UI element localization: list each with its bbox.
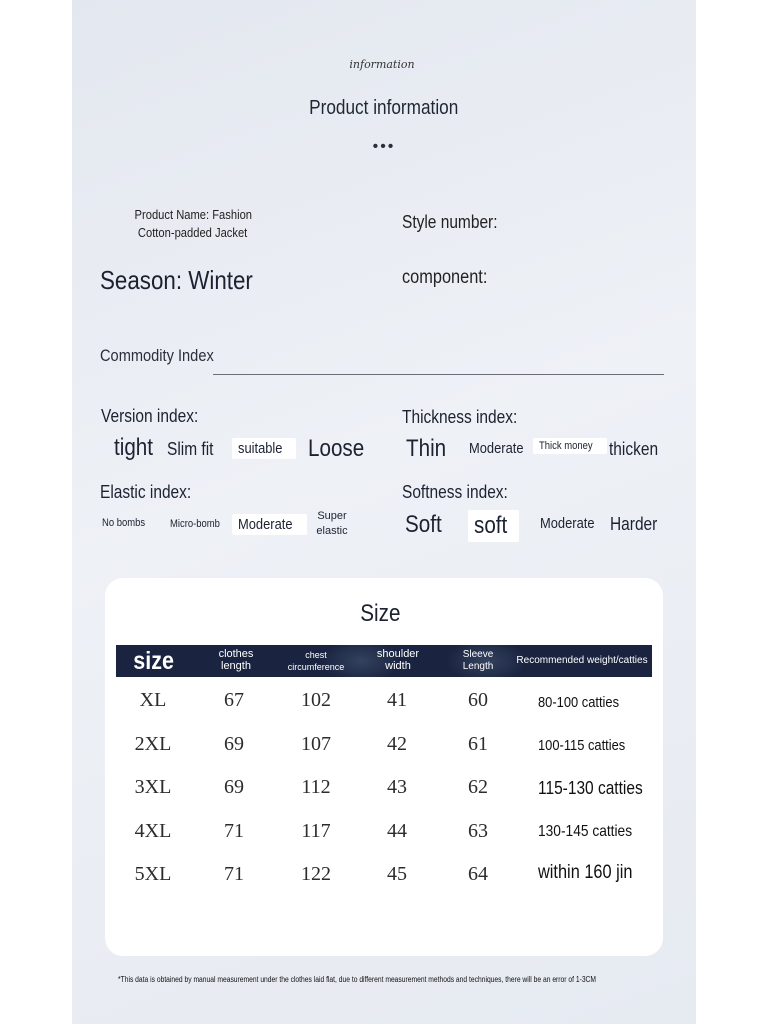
table-row-2xl-chest: 107 <box>301 733 331 755</box>
elastic-index-label <box>100 482 206 503</box>
size-title-text: Size <box>359 600 401 627</box>
thickness-option-thicken-text: thicken <box>609 439 659 459</box>
header-chest-line1: chest <box>305 650 327 660</box>
table-row-2xl-weight <box>538 737 639 754</box>
elastic-option-micro-bomb <box>170 518 228 530</box>
thickness-option-thin <box>406 435 453 463</box>
version-option-loose-text: Loose <box>308 435 365 462</box>
version-index-label <box>101 406 214 427</box>
table-row-2xl-sleeve: 61 <box>468 733 488 755</box>
softness-index-label <box>402 482 525 503</box>
version-option-suitable-text: suitable <box>238 440 283 457</box>
elastic-option-moderate <box>232 514 307 535</box>
table-row-5xl-length: 71 <box>224 863 244 885</box>
header-shoulder-line2: width <box>385 660 411 672</box>
product-name <box>118 206 268 242</box>
version-option-loose <box>308 435 373 463</box>
table-row-xl-weight <box>538 694 632 711</box>
table-row-5xl-weight-text: within 160 jin <box>538 862 633 883</box>
table-row-4xl-weight-text: 130-145 catties <box>538 823 633 840</box>
table-row-4xl-sleeve: 63 <box>468 820 488 842</box>
table-row-xl-size: XL <box>139 689 167 711</box>
version-option-slim-fit <box>167 439 221 460</box>
table-row-4xl-shoulder: 44 <box>387 820 407 842</box>
softness-option-moderate <box>540 515 603 532</box>
elastic-option-elastic-text: elastic <box>316 525 348 537</box>
measurement-footnote <box>118 975 687 984</box>
component-text: component: <box>402 267 488 288</box>
table-row-xl-weight-text: 80-100 catties <box>538 694 620 711</box>
header-clothes-length <box>198 645 274 680</box>
thickness-option-thick-money <box>533 438 607 454</box>
header-size <box>122 645 186 677</box>
elastic-index-text: Elastic index: <box>100 482 192 502</box>
size-card <box>105 578 663 956</box>
thickness-index-label <box>402 407 536 428</box>
thickness-option-thick-money-text: Thick money <box>539 440 593 452</box>
product-name-line1: Product Name: Fashion <box>134 207 252 222</box>
table-row-5xl-weight <box>538 862 648 884</box>
table-row-2xl-shoulder: 42 <box>387 733 407 755</box>
elastic-option-no-bombs <box>102 517 152 529</box>
size-title <box>330 600 430 628</box>
header-shoulder-line1: shoulder <box>376 648 420 660</box>
header-sleeve-line2: Length <box>462 661 494 672</box>
table-row-4xl-size: 4XL <box>134 820 172 842</box>
table-row-3xl-sleeve: 62 <box>468 776 488 798</box>
table-row-4xl-chest: 117 <box>301 820 331 842</box>
header-sleeve-line1: Sleeve <box>462 649 494 660</box>
elastic-option-super-elastic <box>306 509 358 539</box>
table-row-2xl-size: 2XL <box>134 733 172 755</box>
table-row-4xl-length: 71 <box>224 820 244 842</box>
thickness-option-thicken <box>609 439 666 460</box>
table-row-3xl-length: 69 <box>224 776 244 798</box>
style-number-label <box>402 212 513 233</box>
elastic-option-moderate-text: Moderate <box>238 516 293 533</box>
version-option-tight <box>114 434 159 462</box>
table-row-xl-length: 67 <box>224 689 244 711</box>
header-chest-circumference <box>276 645 356 681</box>
table-row-5xl-sleeve: 64 <box>468 863 488 885</box>
header-shoulder-width <box>362 645 434 680</box>
product-name-line2: Cotton-padded Jacket <box>138 225 248 240</box>
season-label <box>100 265 278 296</box>
header-recommended-weight <box>512 645 652 677</box>
size-table-header <box>116 645 652 677</box>
header-sleeve-length <box>446 645 510 681</box>
softness-option-harder-text: Harder <box>610 514 658 534</box>
thickness-option-moderate-text: Moderate <box>469 440 524 457</box>
version-index-text: Version index: <box>101 406 199 426</box>
softness-option-harder <box>610 514 665 535</box>
table-row-3xl-weight <box>538 778 660 799</box>
style-number-text: Style number: <box>402 212 498 232</box>
softness-option-soft <box>405 511 448 539</box>
version-option-suitable <box>232 438 296 459</box>
commodity-index-title <box>100 346 232 366</box>
elastic-option-no-bombs-text: No bombs <box>102 517 146 529</box>
table-row-3xl-shoulder: 43 <box>387 776 407 798</box>
softness-index-text: Softness index: <box>402 482 508 502</box>
elastic-option-super-text: Super <box>317 510 347 522</box>
table-row-3xl-size: 3XL <box>134 776 172 798</box>
softness-option-soft-selected-text: soft <box>474 512 508 539</box>
section-divider <box>213 374 664 375</box>
table-row-xl-shoulder: 41 <box>387 689 407 711</box>
page-title-text: Product information <box>309 97 459 119</box>
header-clothes-line1: clothes <box>218 648 254 660</box>
measurement-footnote-text: *This data is obtained by manual measurement under the clothes laid flat, due to different measurement methods and techniques, there will be an error of 1-3CM <box>118 975 597 984</box>
table-row-2xl-length: 69 <box>224 733 244 755</box>
softness-option-soft-selected <box>468 510 519 542</box>
version-option-slim-fit-text: Slim fit <box>167 439 214 459</box>
season-text: Season: Winter <box>100 265 253 295</box>
thickness-index-text: Thickness index: <box>402 407 518 427</box>
softness-option-moderate-text: Moderate <box>540 515 595 532</box>
softness-option-soft-text: Soft <box>405 511 442 538</box>
table-row-xl-sleeve: 60 <box>468 689 488 711</box>
ellipsis-dots-icon: ••• <box>372 138 396 155</box>
logo-wordmark: information <box>349 58 415 71</box>
header-weight-text: Recommended weight/catties <box>516 655 648 666</box>
header-clothes-line2: length <box>221 660 251 672</box>
table-row-3xl-chest: 112 <box>301 776 331 798</box>
commodity-index-text: Commodity Index <box>100 346 214 365</box>
version-option-tight-text: tight <box>114 434 154 461</box>
table-row-xl-chest: 102 <box>301 689 331 711</box>
table-row-2xl-weight-text: 100-115 catties <box>538 737 626 754</box>
thickness-option-thin-text: Thin <box>406 435 447 462</box>
table-row-5xl-size: 5XL <box>134 863 172 885</box>
table-row-5xl-chest: 122 <box>301 863 331 885</box>
table-row-3xl-weight-text: 115-130 catties <box>538 778 643 798</box>
header-chest-line2: circumference <box>287 662 345 672</box>
table-row-5xl-shoulder: 45 <box>387 863 407 885</box>
thickness-option-moderate <box>469 440 532 457</box>
page-title <box>284 97 484 120</box>
header-size-text: size <box>133 647 175 675</box>
table-row-4xl-weight <box>538 823 647 841</box>
elastic-option-micro-bomb-text: Micro-bomb <box>170 518 220 530</box>
component-label <box>402 267 501 289</box>
